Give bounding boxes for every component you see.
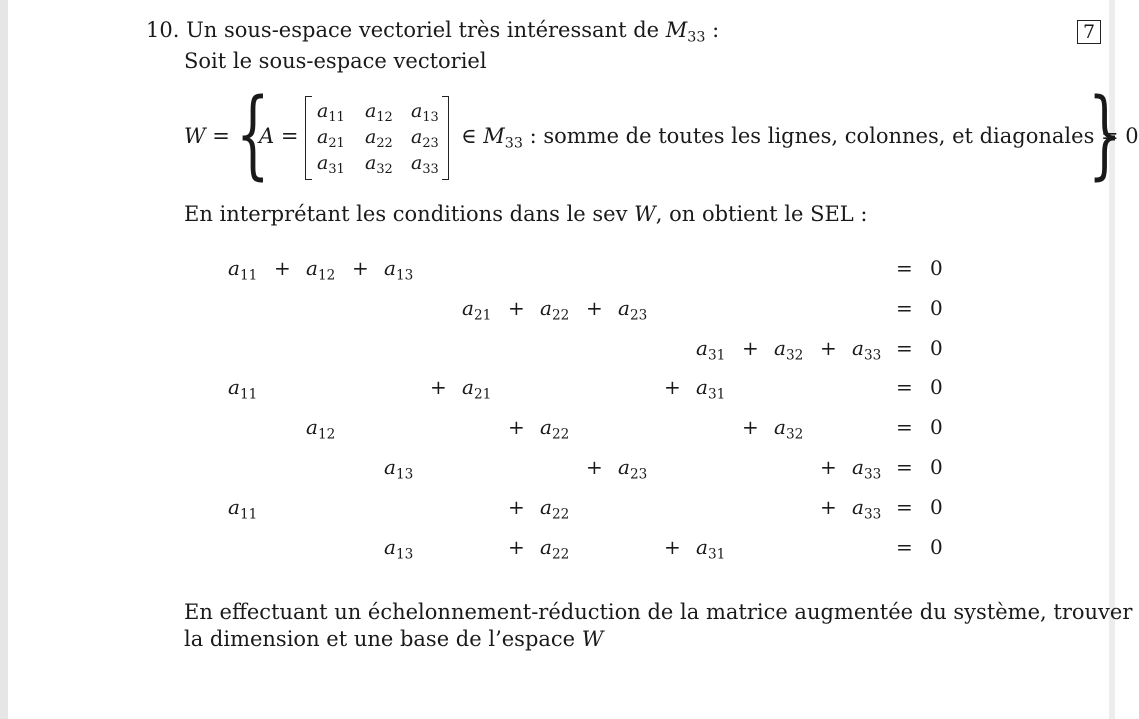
- plus-operator: +: [508, 295, 525, 320]
- membership-symbol: ∈: [461, 124, 477, 148]
- interpretation-prefix: En interprétant les conditions dans le sev: [184, 202, 635, 226]
- variable: $a_{13}$: [384, 455, 414, 483]
- equals-sign: =: [896, 534, 913, 559]
- variable: $a_{22}$: [540, 415, 570, 443]
- task-line-1: En effectuant un échelonnement-réduction de la matrice augmentée du système, trouver: [184, 600, 1133, 624]
- matrix-right-bracket: [442, 96, 449, 180]
- variable: $a_{22}$: [540, 494, 570, 523]
- plus-operator: +: [274, 256, 291, 280]
- rhs-zero: 0: [930, 494, 943, 519]
- task-set-name: W: [581, 627, 604, 651]
- equals-sign: =: [896, 335, 913, 360]
- variable: $a_{31}$: [696, 375, 726, 403]
- intro-text: Soit le sous-espace vectoriel: [184, 49, 487, 73]
- plus-operator: +: [742, 335, 759, 360]
- rhs-zero: 0: [930, 455, 943, 479]
- left-page-edge: [0, 0, 8, 719]
- interpretation-text: [184, 202, 867, 227]
- interpretation-set: W: [634, 202, 656, 226]
- task-line-2: [184, 627, 603, 652]
- variable: $a_{31}$: [696, 335, 726, 363]
- equals-sign: =: [896, 295, 913, 320]
- matrix-entry: $a_{32}$: [365, 152, 393, 178]
- equals-sign: =: [896, 494, 913, 519]
- variable: $a_{13}$: [384, 534, 414, 562]
- rhs-zero: 0: [930, 256, 943, 280]
- question-title-suffix: :: [705, 18, 720, 42]
- variable: $a_{31}$: [696, 534, 726, 562]
- rhs-zero: 0: [930, 295, 943, 320]
- rhs-zero: 0: [930, 534, 943, 559]
- variable: $a_{21}$: [462, 375, 492, 403]
- matrix-entry: $a_{31}$: [317, 152, 345, 178]
- matrix-entry: $a_{22}$: [365, 126, 393, 152]
- variable: $a_{11}$: [228, 256, 258, 284]
- task-line-2-prefix: la dimension et une base de l’espace: [184, 627, 582, 651]
- equals-sign: =: [896, 256, 913, 280]
- plus-operator: +: [742, 415, 759, 440]
- matrix-left-bracket: [305, 96, 312, 180]
- set-name: W: [184, 124, 206, 148]
- points-box: 7: [1077, 20, 1101, 44]
- variable: $a_{32}$: [774, 335, 804, 363]
- title-space-sub: 33: [687, 29, 706, 46]
- variable: $a_{21}$: [462, 295, 492, 324]
- left-brace: {: [236, 78, 270, 190]
- rhs-zero: 0: [930, 415, 943, 440]
- right-brace: }: [1088, 78, 1122, 190]
- plus-operator: +: [664, 534, 681, 559]
- variable: $a_{33}$: [852, 335, 882, 363]
- condition-text: : somme de toutes les lignes, colonnes, et diagonales = 0: [522, 124, 1139, 148]
- rhs-zero: 0: [930, 375, 943, 400]
- membership-text: [461, 124, 1139, 152]
- matrix-entry: $a_{21}$: [317, 126, 345, 152]
- matrix-entry: $a_{33}$: [411, 152, 439, 178]
- title-space-symbol: M: [665, 18, 688, 42]
- variable: $a_{22}$: [540, 534, 570, 562]
- question-heading: [146, 18, 720, 46]
- variable: $a_{13}$: [384, 256, 414, 284]
- plus-operator: +: [820, 494, 837, 519]
- matrix-entry: $a_{12}$: [365, 100, 393, 126]
- variable: $a_{11}$: [228, 494, 258, 523]
- matrix-entry: $a_{11}$: [317, 100, 345, 126]
- variable: $a_{11}$: [228, 375, 258, 403]
- space-symbol: M: [483, 124, 505, 148]
- matrix-A: [305, 96, 449, 178]
- variable: $a_{23}$: [618, 455, 648, 483]
- variable: $a_{23}$: [618, 295, 648, 324]
- equals-sign: =: [896, 455, 913, 479]
- variable: $a_{22}$: [540, 295, 570, 324]
- plus-operator: +: [820, 335, 837, 360]
- definition-equals: =: [212, 124, 230, 148]
- plus-operator: +: [586, 295, 603, 320]
- plus-operator: +: [508, 415, 525, 440]
- plus-operator: +: [508, 494, 525, 519]
- plus-operator: +: [586, 455, 603, 479]
- variable: $a_{33}$: [852, 494, 882, 523]
- matrix-entry: $a_{23}$: [411, 126, 439, 152]
- equals-sign: =: [896, 375, 913, 400]
- A-label: A =: [259, 124, 299, 148]
- definition-lhs: [184, 124, 230, 149]
- variable: $a_{12}$: [306, 415, 336, 443]
- question-title-prefix: Un sous-espace vectoriel très intéressant de: [186, 18, 666, 42]
- space-sub: 33: [504, 135, 523, 152]
- variable: $a_{33}$: [852, 455, 882, 483]
- matrix-entry: $a_{13}$: [411, 100, 439, 126]
- variable: $a_{12}$: [306, 256, 336, 284]
- plus-operator: +: [664, 375, 681, 400]
- plus-operator: +: [508, 534, 525, 559]
- plus-operator: +: [430, 375, 447, 400]
- variable: $a_{32}$: [774, 415, 804, 443]
- interpretation-suffix: , on obtient le SEL :: [655, 202, 868, 226]
- plus-operator: +: [820, 455, 837, 479]
- rhs-zero: 0: [930, 335, 943, 360]
- question-number: 10.: [146, 18, 180, 42]
- plus-operator: +: [352, 256, 369, 280]
- equals-sign: =: [896, 415, 913, 440]
